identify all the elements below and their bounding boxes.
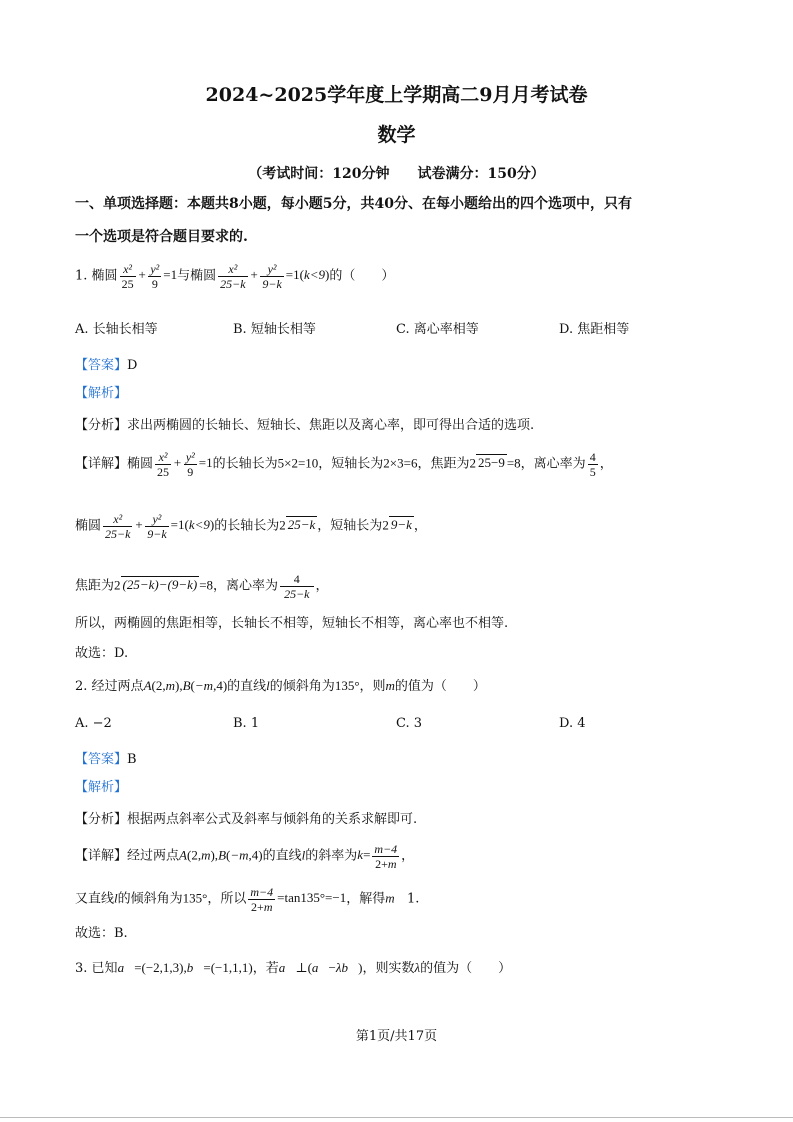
option-c: C. 3 — [396, 716, 423, 731]
answer-line: 【答案】D — [75, 358, 138, 373]
detail-line-2: 又直线l的倾斜角为135°，所以 $\frac{m-4}{2+m}$ =tan135°=−1，解得m 1. — [75, 885, 420, 914]
option-c: C. 离心率相等 — [396, 322, 479, 337]
analysis-text: 【分析】根据两点斜率公式及斜率与倾斜角的关系求解即可. — [75, 812, 418, 827]
option-b: B. 1 — [233, 716, 260, 731]
subject-title: 数学 — [377, 124, 416, 146]
detail-line-1: 【详解】经过两点A(2,m),B(−m,4)的直线l的斜率为k= $\frac{m-4}{2+m}$ ， — [75, 842, 415, 871]
page-title: 2024~2025学年度上学期高二9月月考试卷 — [205, 84, 588, 106]
exam-info: （考试时间：120分钟 试卷满分：150分） — [248, 166, 545, 182]
detail-line-4: 所以，两椭圆的焦距相等，长轴长不相等，短轴长不相等，离心率也不相等. — [75, 616, 509, 631]
formula: $\frac{\text{x²}}{25-k}$ + $\frac{\text{y²}}{9-k}$ =1(k<9) — [105, 512, 215, 541]
formula: $\frac{\text{x²}}{25}$ + $\frac{\text{y²}}{9}$ =1 — [157, 450, 213, 479]
option-a: A. 长轴长相等 — [75, 322, 158, 337]
option-a: A. −2 — [75, 716, 112, 731]
section-heading-line1: 一、单项选择题：本题共8小题，每小题5分，共40分、在每小题给出的四个选项中，只有 — [75, 196, 632, 212]
detail-line-2: 椭圆 $\frac{\text{x²}}{25-k}$ + $\frac{\text{y²}}{9-k}$ =1(k<9)的长轴长为2 25−k ，短轴长为2 9−k ， — [75, 512, 427, 541]
question-3: 3. 已知a⃗=(−2,1,3),b⃗=(−1,1,1)，若a⃗⊥(a⃗−λb⃗)，则实数λ的值为（ ） — [75, 960, 512, 976]
question-2: 2. 经过两点A(2,m),B(−m,4)的直线l的倾斜角为135°，则m的值为（ ） — [75, 678, 486, 694]
divider — [0, 1117, 793, 1118]
formula: $\frac{\text{x²}}{25-k}$ + $\frac{\text{y²}}{9-k}$ =1(k<9) — [220, 262, 330, 291]
answer-line: 【答案】B — [75, 752, 137, 767]
option-d: D. 焦距相等 — [559, 322, 630, 337]
question-number: 1. — [75, 268, 88, 284]
analysis-text: 【分析】求出两椭圆的长轴长、短轴长、焦距以及离心率，即可得出合适的选项. — [75, 418, 535, 433]
analysis-tag: 【解析】 — [75, 780, 128, 795]
question-number: 2. — [75, 679, 88, 694]
option-d: D. 4 — [559, 716, 586, 731]
detail-line-1: 【详解】椭圆 $\frac{\text{x²}}{25}$ + $\frac{\text{y²}}{9}$ =1的长轴长为5×2=10，短轴长为2×3=6，焦距为2 25−9 =8，离心率为 $\frac{4}{5}$ ， — [75, 450, 613, 479]
section-heading-line2: 一个选项是符合题目要求的. — [75, 229, 248, 245]
page-number: 第1页/共17页 — [355, 1029, 438, 1044]
detail-line-5: 故选：D. — [75, 646, 129, 661]
question-number: 3. — [75, 961, 88, 976]
detail-line-3: 故选：B. — [75, 926, 128, 941]
analysis-tag: 【解析】 — [75, 386, 128, 401]
option-b: B. 短轴长相等 — [233, 322, 316, 337]
detail-line-3: 焦距为2 (25−k)−(9−k) =8，离心率为 $\frac{4}{25-k}$ ， — [75, 572, 329, 601]
formula: $\frac{\text{x²}}{25}$ + $\frac{\text{y²}}{9}$ =1 — [121, 262, 178, 291]
question-1: 1. 椭圆 $\frac{\text{x²}}{25}$ + $\frac{\text{y²}}{9}$ =1与椭圆 $\frac{\text{x²}}{25-k}$ + $\frac{\text{y²}}{9-k}$ =1(k<9)的（ ） — [75, 262, 395, 291]
